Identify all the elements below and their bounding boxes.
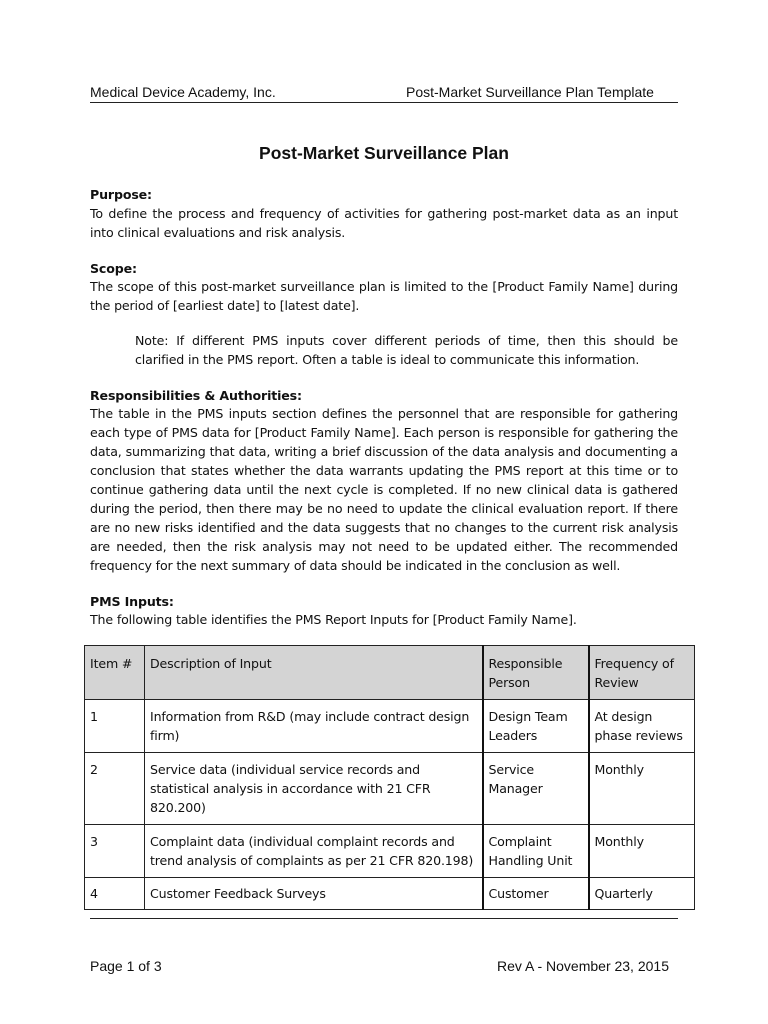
table-header-row (85, 646, 695, 700)
table-row (85, 700, 695, 753)
pms-inputs-table (84, 645, 695, 910)
column-header-description: Description of Input (145, 646, 483, 700)
responsibilities-text: The table in the PMS inputs section defines the personnel that are responsible for gathering each type of PMS data for [Product Family Name]. Each person is responsible for gathering the data, summarizing that data, writing a brief discussion of the data analysis and documenting a conclusion that states whether the data warrants updating the PMS report at this time or to continue gathering data until the next cycle is completed. If no new clinical data is gathered during the period, then there may be no need to update the clinical evaluation report. If there are no new risks identified and the data suggests that no changes to the current risk analysis are needed, then the risk analysis may not need to be updated either. The recommended frequency for the next summary of data should be indicated in the conclusion as well. (90, 406, 678, 573)
scope-text: The scope of this post-market surveillance plan is limited to the [Product Family Name] during the period of [earliest date] to [latest date]. (90, 279, 678, 313)
item-number: 3 (85, 825, 145, 878)
header-company: Medical Device Academy, Inc. (90, 84, 276, 100)
purpose-text: To define the process and frequency of activities for gathering post-market data as an input into clinical evaluations and risk analysis. (90, 206, 678, 240)
footer-divider (90, 918, 678, 919)
table-row (85, 825, 695, 878)
review-frequency: Monthly (589, 825, 695, 878)
responsible-person: Customer (483, 878, 589, 910)
column-header-responsible: Responsible Person (483, 646, 589, 700)
input-description: Service data (individual service records and statistical analysis in accordance with 21 CFR 820.200) (145, 753, 483, 825)
responsibilities-heading: Responsibilities & Authorities: (90, 388, 302, 403)
item-number: 1 (85, 700, 145, 753)
responsible-person: Design Team Leaders (483, 700, 589, 753)
column-header-item: Item # (85, 646, 145, 700)
scope-heading: Scope: (90, 261, 137, 276)
header-doc-name: Post-Market Surveillance Plan Template (406, 84, 654, 100)
pms-inputs-text: The following table identifies the PMS Report Inputs for [Product Family Name]. (90, 612, 577, 627)
input-description: Information from R&D (may include contract design firm) (145, 700, 483, 753)
input-description: Complaint data (individual complaint records and trend analysis of complaints as per 21 CFR 820.198) (145, 825, 483, 878)
pms-inputs-heading: PMS Inputs: (90, 594, 174, 609)
footer-page-number: Page 1 of 3 (90, 958, 162, 974)
footer-revision: Rev A - November 23, 2015 (497, 958, 669, 974)
review-frequency: Quarterly (589, 878, 695, 910)
purpose-heading: Purpose: (90, 187, 152, 202)
review-frequency: Monthly (589, 753, 695, 825)
page-title: Post-Market Surveillance Plan (259, 143, 509, 163)
column-header-frequency: Frequency of Review (589, 646, 695, 700)
responsible-person: Service Manager (483, 753, 589, 825)
page-header (90, 84, 678, 103)
table-row (85, 753, 695, 825)
scope-note: Note: If different PMS inputs cover different periods of time, then this should be clarified in the PMS report. Often a table is ideal to communicate this information. (135, 333, 678, 367)
responsible-person: Complaint Handling Unit (483, 825, 589, 878)
table-row (85, 878, 695, 910)
item-number: 4 (85, 878, 145, 910)
review-frequency: At design phase reviews (589, 700, 695, 753)
input-description: Customer Feedback Surveys (145, 878, 483, 910)
item-number: 2 (85, 753, 145, 825)
